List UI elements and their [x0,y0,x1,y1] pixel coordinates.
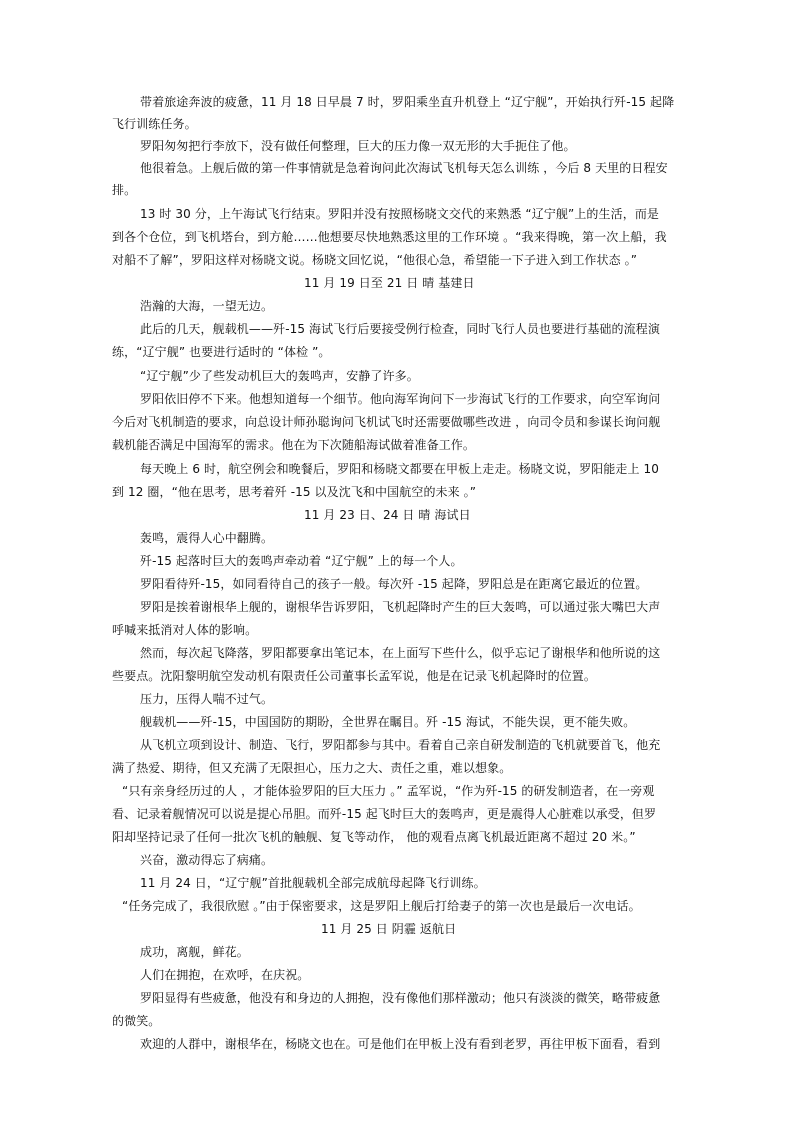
text-line: 每天晚上 6 时，航空例会和晚餐后，罗阳和杨晓文都要在甲板上走走。杨晓文说，罗阳能走上 10 [140,462,659,476]
text-line: 满了热爱、期待，但又充满了无限担心，压力之大、责任之重，难以想象。 [112,761,512,775]
text-line: 罗阳依旧停不下来。他想知道每一个细节。他向海军询问下一步海试飞行的工作要求，向空军询问 [140,392,661,406]
section-heading: 11 月 19 日至 21 日 晴 基建日 [304,276,475,290]
text-line: 看、记录着舰情况可以说是提心吊胆。而歼-15 起飞时巨大的轰鸣声，更是震得人心脏难以承受，但罗 [112,807,657,821]
text-line: 的微笑。 [112,1014,161,1028]
text-line: 歼-15 起落时巨大的轰鸣声牵动着 “辽宁舰” 上的每一个人。 [140,554,463,568]
text-line: 成功，离舰，鲜花。 [140,945,249,959]
text-line: 此后的几天，舰载机——歼-15 海试飞行后要接受例行检查，同时飞行人员也要进行基础的流程演 [140,322,660,336]
text-line: 兴奋，激动得忘了病痛。 [140,853,274,867]
text-line: 舰载机——歼-15，中国国防的期盼，全世界在瞩目。歼 -15 海试，不能失误，更不能失败。 [140,715,636,729]
text-line: 13 时 30 分，上午海试飞行结束。罗阳并没有按照杨晓文交代的来熟悉 “辽宁舰”上的生活，而是 [140,207,660,221]
text-line: “只有亲身经历过的人 ，才能体验罗阳的巨大压力 。” 孟军说，“作为歼-15 的研发制造者，在一旁观 [122,784,655,798]
text-line: 排。 [112,183,137,197]
text-line: 罗阳显得有些疲惫，他没有和身边的人拥抱，没有像他们那样激动；他只有淡淡的微笑，略带疲惫 [140,991,661,1005]
text-line: 载机能否满足中国海军的需求。他在为下次随船海试做着准备工作。 [112,438,476,452]
text-line: 欢迎的人群中，谢根华在，杨晓文也在。可是他们在甲板上没有看到老罗，再往甲板下面看，看到 [140,1037,661,1051]
text-line: 今后对飞机制造的要求，向总设计师孙聪询问飞机试飞时还需要做哪些改进 ，向司令员和参谋长询问舰 [112,415,661,429]
text-line: 轰鸣，震得人心中翻腾。 [140,531,274,545]
text-line: 对船不了解”，罗阳这样对杨晓文说。杨晓文回忆说，“他很心急，希望能一下子进入到工作状态 。” [112,253,638,267]
text-line: 到 12 圈，“他在思考，思考着歼 -15 以及沈飞和中国航空的未来 。” [112,485,477,499]
text-line: 罗阳是挨着谢根华上舰的，谢根华告诉罗阳，飞机起降时产生的巨大轰鸣，可以通过张大嘴巴大声 [140,600,661,614]
text-line: “辽宁舰”少了些发动机巨大的轰鸣声，安静了许多。 [140,369,419,383]
text-line: 从飞机立项到设计、制造、飞行，罗阳都参与其中。看着自己亲自研发制造的飞机就要首飞，他充 [140,738,661,752]
text-line: “任务完成了，我很欣慰 。”由于保密要求，这是罗阳上舰后打给妻子的第一次也是最后一次电话。 [122,899,641,913]
text-line: 他很着急。上舰后做的第一件事情就是急着询问此次海试飞机每天怎么训练 ，今后 8 天里的日程安 [140,161,668,175]
text-line: 11 月 24 日，“辽宁舰”首批舰载机全部完成航母起降飞行训练。 [140,876,486,890]
section-heading: 11 月 23 日、24 日 晴 海试日 [304,508,471,522]
text-line: 压力，压得人喘不过气。 [140,692,274,706]
text-line: 人们在拥抱，在欢呼，在庆祝。 [140,968,310,982]
text-line: 带着旅途奔波的疲惫，11 月 18 日早晨 7 时，罗阳乘坐直升机登上 “辽宁舰”，开始执行歼-15 起降 [140,95,675,109]
text-line: 到各个仓位，到飞机塔台，到方舱……他想要尽快地熟悉这里的工作环境 。“我来得晚，第一次上船，我 [112,230,667,244]
text-line: 浩瀚的大海，一望无边。 [140,299,274,313]
text-line: 罗阳看待歼-15，如同看待自己的孩子一般。每次歼 -15 起降，罗阳总是在距离它最近的位置。 [140,577,648,591]
text-line: 罗阳匆匆把行李放下，没有做任何整理，巨大的压力像一双无形的大手扼住了他。 [140,139,576,153]
text-line: 些要点。沈阳黎明航空发动机有限责任公司董事长孟军说，他是在记录飞机起降时的位置。 [112,669,597,683]
text-line: 飞行训练任务。 [112,117,197,131]
text-line: 呼喊来抵消对人体的影响。 [112,623,258,637]
section-heading: 11 月 25 日 阴霾 返航日 [321,922,457,936]
text-line: 练，“辽宁舰” 也要进行适时的 “体检 ”。 [112,345,331,359]
text-line: 阳却坚持记录了任何一批次飞机的触舰、复飞等动作， 他的观看点离飞机最近距离不超过 20 米。” [112,830,636,844]
text-line: 然而，每次起飞降落，罗阳都要拿出笔记本，在上面写下些什么，似乎忘记了谢根华和他所说的这 [140,646,661,660]
